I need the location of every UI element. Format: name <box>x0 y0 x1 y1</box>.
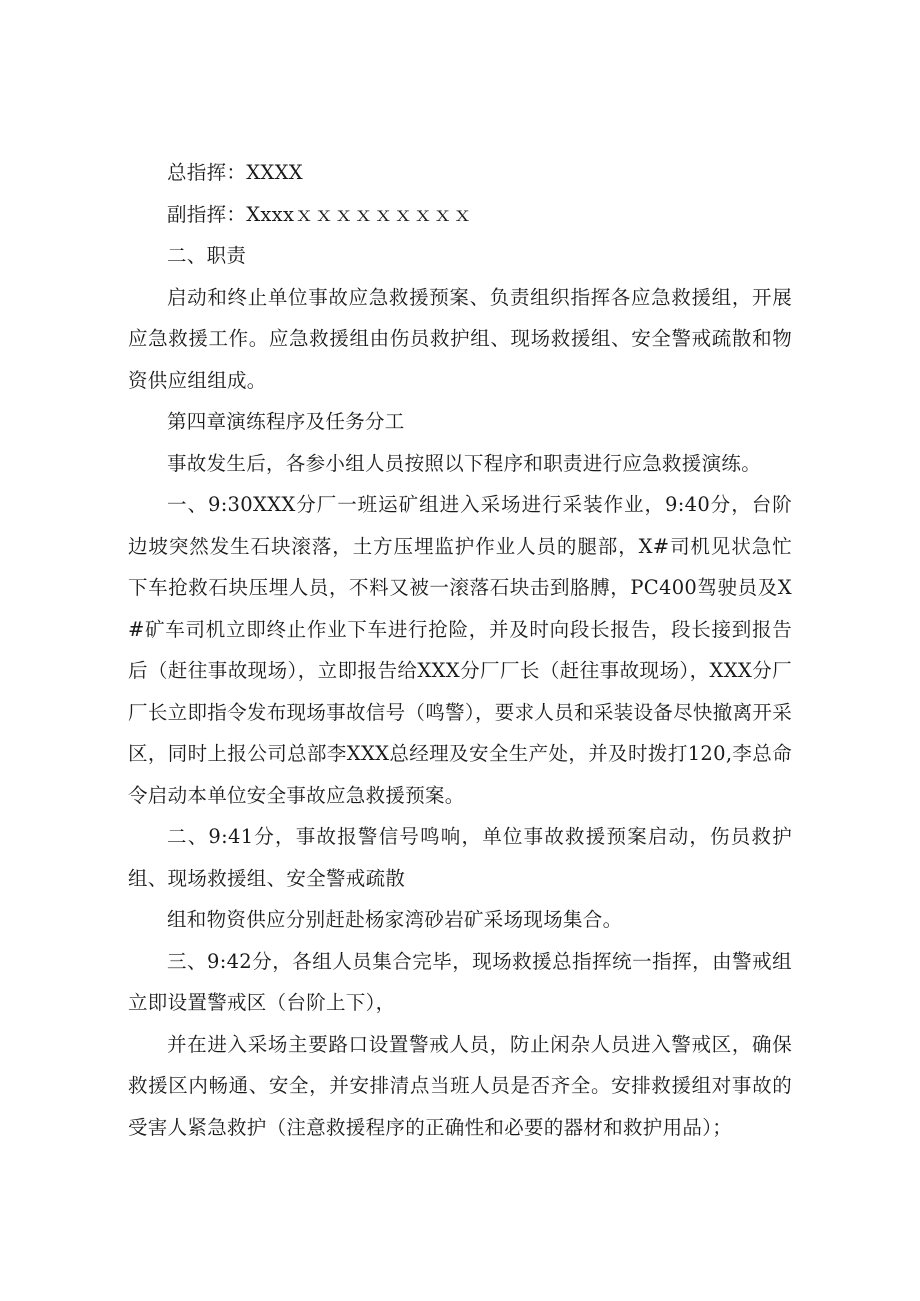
document-body <box>128 152 792 1148</box>
intro-paragraph: 事故发生后，各参小组人员按照以下程序和职责进行应急救援演练。 <box>167 451 762 475</box>
commander-line: 总指挥：XXXX <box>167 161 303 184</box>
procedure-step-1: 一、9:30XXX分厂一班运矿组进入采场进行采装作业，9:40分，台阶边坡突然发生石块滚落，土方压埋监护作业人员的腿部，X#司机见状急忙下车抢救石块压埋人员，不料又被一滚落石块击到胳膊，PC400驾驶员及X#矿车司机立即终止作业下车进行抢险，并及时向段长报告，段长接到报告后（赶往事故现场），立即报告给XXX分厂厂长（赶往事故现场），XXX分厂厂长立即指令发布现场事故信号（鸣警），要求人员和采装设备尽快撤离开采区，同时上报公司总部李XXX总经理及安全生产处，并及时拨打120,李总命令启动本单位安全事故应急救援预案。 <box>128 493 792 807</box>
duties-paragraph: 启动和终止单位事故应急救援预案、负责组织指挥各应急救援组，开展应急救援工作。应急救援组由伤员救护组、现场救援组、安全警戒疏散和物资供应组组成。 <box>128 285 792 392</box>
procedure-step-2-continued: 组和物资供应分别赶赴杨家湾砂岩矿采场现场集合。 <box>167 908 623 931</box>
deputy-commander-line: 副指挥：Xxxxｘｘｘｘｘｘｘｘｘ <box>167 202 473 226</box>
chapter-heading: 第四章演练程序及任务分工 <box>167 410 405 433</box>
procedure-step-3: 三、9:42分，各组人员集合完毕，现场救援总指挥统一指挥，由警戒组立即设置警戒区（台阶上下）， <box>128 949 792 1014</box>
procedure-step-3-continued: 并在进入采场主要路口设置警戒人员，防止闲杂人员进入警戒区，确保救援区内畅通、安全，并安排清点当班人员是否齐全。安排救援组对事故的受害人紧急救护（注意救援程序的正确性和必要的器材和救护用品）； <box>128 1032 792 1139</box>
procedure-step-2: 二、9:41分，事故报警信号鸣响，单位事故救援预案启动，伤员救护组、现场救援组、安全警戒疏散 <box>128 825 792 890</box>
section-heading-duties: 二、职责 <box>167 244 247 267</box>
